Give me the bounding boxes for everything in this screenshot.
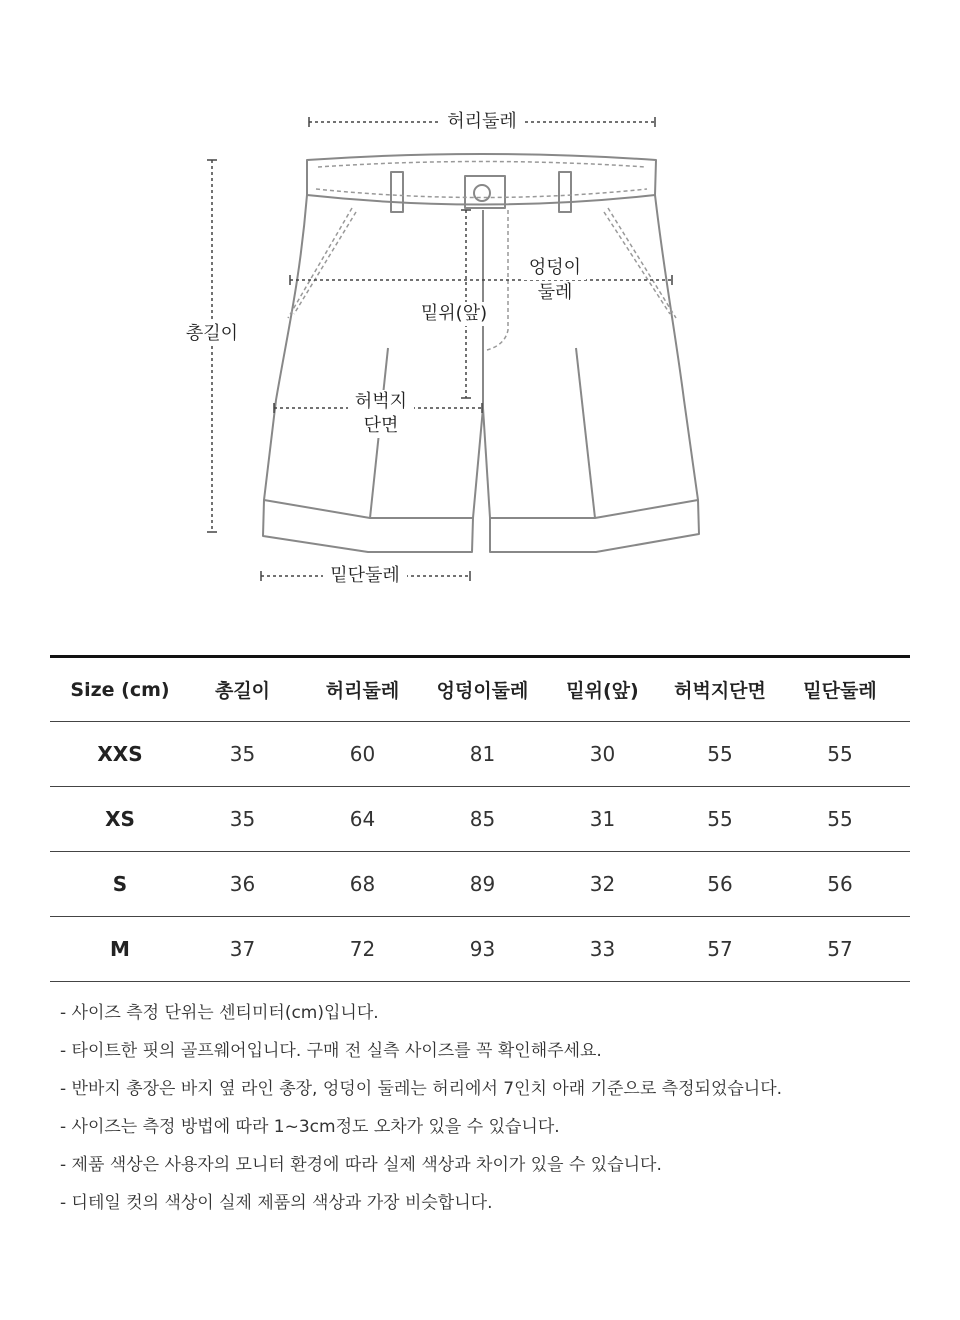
value-cell: 35 bbox=[190, 722, 295, 787]
value-cell: 64 bbox=[295, 787, 430, 852]
table-row bbox=[50, 917, 910, 982]
size-cell: XS bbox=[50, 787, 190, 852]
value-cell: 89 bbox=[430, 852, 535, 917]
size-cell: M bbox=[50, 917, 190, 982]
value-cell: 55 bbox=[770, 787, 910, 852]
value-cell: 35 bbox=[190, 787, 295, 852]
note-item: - 타이트한 핏의 골프웨어입니다. 구매 전 실측 사이즈를 꼭 확인해주세요. bbox=[60, 1041, 602, 1061]
value-cell: 56 bbox=[770, 852, 910, 917]
table-row bbox=[50, 722, 910, 787]
value-cell: 60 bbox=[295, 722, 430, 787]
value-cell: 36 bbox=[190, 852, 295, 917]
note-item: - 디테일 컷의 색상이 실제 제품의 색상과 가장 비슷합니다. bbox=[60, 1193, 493, 1213]
hip-label-line1: 엉덩이 bbox=[524, 256, 586, 280]
value-cell: 57 bbox=[770, 917, 910, 982]
size-cell: XXS bbox=[50, 722, 190, 787]
size-table bbox=[50, 655, 910, 982]
note-item: - 사이즈는 측정 방법에 따라 1~3cm정도 오차가 있을 수 있습니다. bbox=[60, 1117, 560, 1137]
value-cell: 55 bbox=[670, 787, 770, 852]
total-length-label: 총길이 bbox=[178, 322, 246, 346]
note-item: - 사이즈 측정 단위는 센티미터(cm)입니다. bbox=[60, 1003, 379, 1023]
column-header: 엉덩이둘레 bbox=[430, 657, 535, 722]
note-item: - 반바지 총장은 바지 옆 라인 총장, 엉덩이 둘레는 허리에서 7인치 아래 기준으로 측정되었습니다. bbox=[60, 1079, 783, 1099]
size-cell: S bbox=[50, 852, 190, 917]
hem-label: 밑단둘레 bbox=[323, 564, 407, 588]
value-cell: 55 bbox=[770, 722, 910, 787]
column-header: Size (cm) bbox=[50, 657, 190, 722]
value-cell: 56 bbox=[670, 852, 770, 917]
value-cell: 85 bbox=[430, 787, 535, 852]
value-cell: 33 bbox=[535, 917, 670, 982]
value-cell: 37 bbox=[190, 917, 295, 982]
value-cell: 81 bbox=[430, 722, 535, 787]
column-header: 총길이 bbox=[190, 657, 295, 722]
column-header: 밑위(앞) bbox=[535, 657, 670, 722]
thigh-label-line1: 허벅지 bbox=[348, 390, 414, 414]
value-cell: 32 bbox=[535, 852, 670, 917]
value-cell: 55 bbox=[670, 722, 770, 787]
table-header-row bbox=[50, 657, 910, 722]
shorts-measurement-diagram bbox=[0, 0, 960, 620]
value-cell: 72 bbox=[295, 917, 430, 982]
note-item: - 제품 색상은 사용자의 모니터 환경에 따라 실제 색상과 차이가 있을 수 있습니다. bbox=[60, 1155, 662, 1175]
column-header: 허리둘레 bbox=[295, 657, 430, 722]
waist-label: 허리둘레 bbox=[440, 110, 524, 134]
value-cell: 31 bbox=[535, 787, 670, 852]
table-row bbox=[50, 787, 910, 852]
value-cell: 57 bbox=[670, 917, 770, 982]
front-rise-label: 밑위(앞) bbox=[416, 302, 492, 326]
value-cell: 68 bbox=[295, 852, 430, 917]
size-notes bbox=[60, 994, 930, 1222]
column-header: 밑단둘레 bbox=[770, 657, 910, 722]
value-cell: 93 bbox=[430, 917, 535, 982]
value-cell: 30 bbox=[535, 722, 670, 787]
column-header: 허벅지단면 bbox=[670, 657, 770, 722]
thigh-label-line2: 단면 bbox=[348, 414, 414, 438]
table-row bbox=[50, 852, 910, 917]
hip-label-line2: 둘레 bbox=[524, 281, 586, 305]
